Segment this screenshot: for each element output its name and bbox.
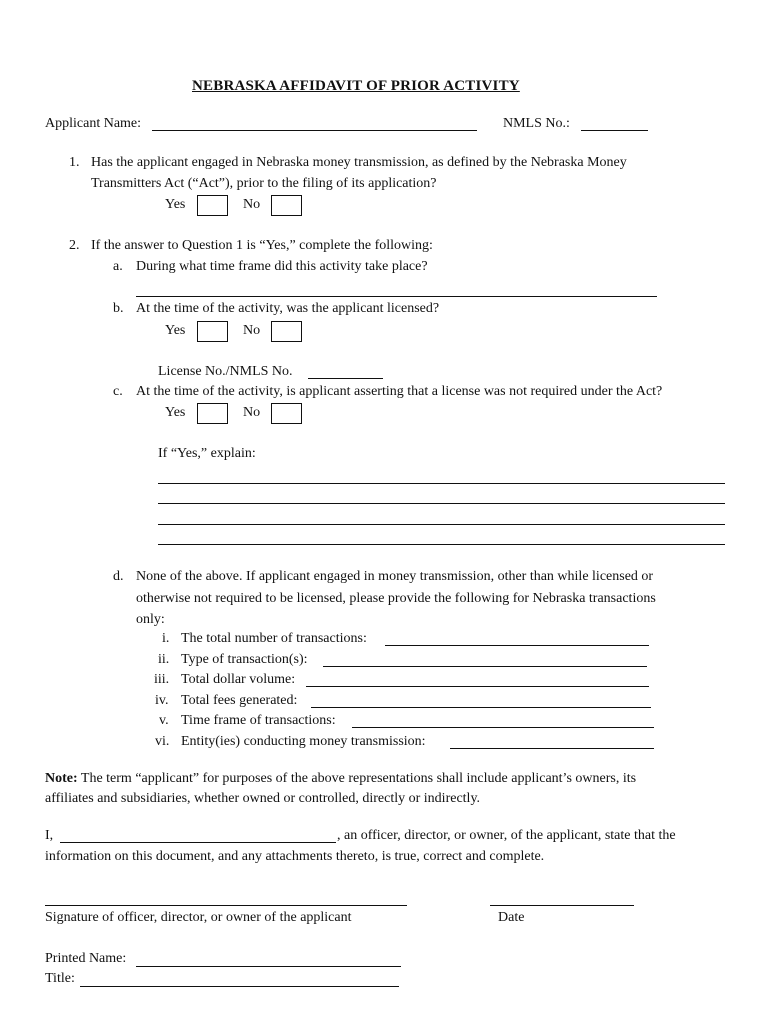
license-number-label: License No./NMLS No. (158, 364, 293, 379)
attest-prefix: I, (45, 828, 54, 843)
q2c-yes-label: Yes (165, 405, 186, 420)
note-label: Note: (45, 771, 78, 786)
q1-text-line2: Transmitters Act (“Act”), prior to the filing of its application? (91, 176, 437, 191)
q2c-text: At the time of the activity, is applicant asserting that a license was not required under the Act? (136, 384, 663, 399)
q2a-answer-field[interactable] (136, 296, 657, 297)
attest-name-field[interactable] (60, 842, 336, 843)
title-label: Title: (45, 971, 75, 986)
license-number-field[interactable] (308, 378, 383, 379)
nmls-label: NMLS No.: (503, 116, 570, 131)
signature-field[interactable] (45, 905, 407, 906)
q2b-no-checkbox[interactable] (271, 321, 302, 342)
item-vi-number: vi. (155, 734, 170, 749)
q2d-text-line2: otherwise not required to be licensed, please provide the following for Nebraska transactions (136, 591, 656, 606)
q2c-letter: c. (113, 384, 123, 399)
entity-field[interactable] (450, 748, 654, 749)
title-field[interactable] (80, 986, 399, 987)
printed-name-field[interactable] (136, 966, 401, 967)
date-field[interactable] (490, 905, 634, 906)
item-iv-label: Total fees generated: (181, 693, 298, 708)
nmls-field[interactable] (581, 130, 648, 131)
applicant-name-field[interactable] (152, 130, 477, 131)
item-ii-label: Type of transaction(s): (181, 652, 308, 667)
item-v-label: Time frame of transactions: (181, 713, 336, 728)
q2a-text: During what time frame did this activity take place? (136, 259, 428, 274)
total-transactions-field[interactable] (385, 645, 649, 646)
note-text-line2: affiliates and subsidiaries, whether owned or controlled, directly or indirectly. (45, 791, 481, 806)
item-iii-number: iii. (154, 672, 170, 687)
page-title: NEBRASKA AFFIDAVIT OF PRIOR ACTIVITY (192, 78, 520, 94)
q2b-text: At the time of the activity, was the applicant licensed? (136, 301, 440, 316)
item-iv-number: iv. (155, 693, 169, 708)
note-text-line1: The term “applicant” for purposes of the above representations shall include applicant’s owners, its (77, 771, 637, 786)
q2d-letter: d. (113, 569, 124, 584)
q1-no-checkbox[interactable] (271, 195, 302, 216)
item-i-number: i. (162, 631, 170, 646)
q2d-text-line1: None of the above. If applicant engaged in money transmission, other than while licensed or (136, 569, 654, 584)
q1-yes-checkbox[interactable] (197, 195, 228, 216)
q2b-yes-checkbox[interactable] (197, 321, 228, 342)
q1-number: 1. (69, 155, 80, 170)
q1-no-label: No (243, 197, 261, 212)
date-label: Date (498, 910, 525, 925)
q2c-no-checkbox[interactable] (271, 403, 302, 424)
applicant-name-label: Applicant Name: (45, 116, 142, 131)
q2-text: If the answer to Question 1 is “Yes,” complete the following: (91, 238, 433, 253)
q2-number: 2. (69, 238, 80, 253)
q2b-no-label: No (243, 323, 261, 338)
printed-name-label: Printed Name: (45, 951, 127, 966)
note-line1 (45, 771, 636, 787)
q2c-no-label: No (243, 405, 261, 420)
fees-generated-field[interactable] (311, 707, 651, 708)
item-iii-label: Total dollar volume: (181, 672, 296, 687)
q2c-yes-checkbox[interactable] (197, 403, 228, 424)
signature-label: Signature of officer, director, or owner of the applicant (45, 910, 352, 925)
q2a-letter: a. (113, 259, 123, 274)
q1-yes-label: Yes (165, 197, 186, 212)
q2d-text-line3: only: (136, 612, 165, 627)
explain-line-1[interactable] (158, 483, 725, 484)
transaction-type-field[interactable] (323, 666, 647, 667)
item-i-label: The total number of transactions: (181, 631, 367, 646)
q1-text-line1: Has the applicant engaged in Nebraska money transmission, as defined by the Nebraska Money (91, 155, 627, 170)
explain-line-3[interactable] (158, 524, 725, 525)
dollar-volume-field[interactable] (306, 686, 649, 687)
item-vi-label: Entity(ies) conducting money transmission: (181, 734, 426, 749)
attest-line2: information on this document, and any attachments thereto, is true, correct and complete. (45, 849, 545, 864)
item-v-number: v. (159, 713, 169, 728)
explain-line-4[interactable] (158, 544, 725, 545)
attest-suffix: , an officer, director, or owner, of the applicant, state that the (337, 828, 676, 843)
time-frame-field[interactable] (352, 727, 654, 728)
q2b-letter: b. (113, 301, 124, 316)
explain-line-2[interactable] (158, 503, 725, 504)
explain-label: If “Yes,” explain: (158, 446, 256, 461)
q2b-yes-label: Yes (165, 323, 186, 338)
item-ii-number: ii. (158, 652, 170, 667)
